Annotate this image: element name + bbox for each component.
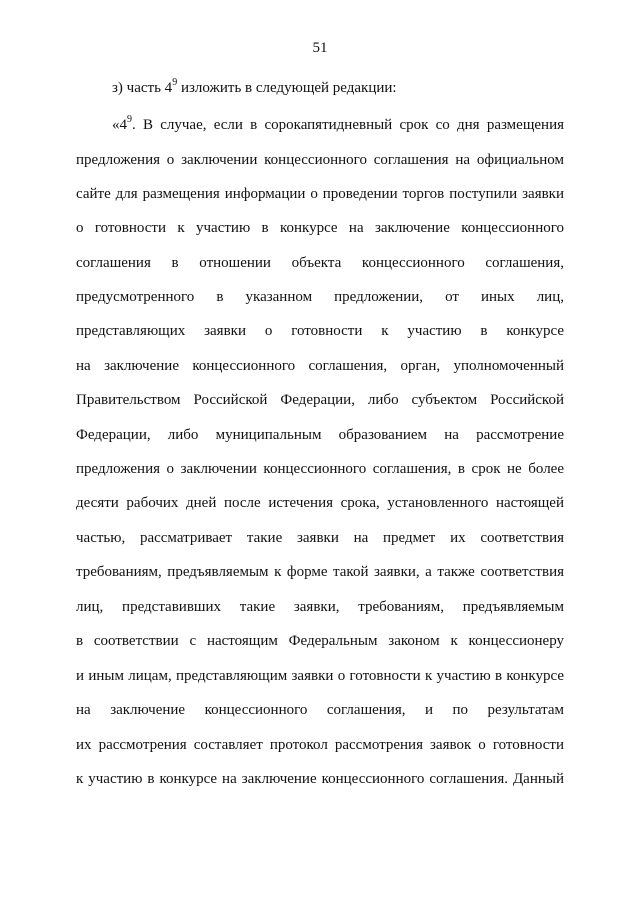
paragraph-line: сайте для размещения информации о проведении торгов поступили заявки	[76, 186, 564, 202]
paragraph-line: частью, рассматривает такие заявки на предмет их соответствия	[76, 530, 564, 546]
paragraph-line: предложения о заключении концессионного соглашения на официальном	[76, 152, 564, 168]
paragraph-line: Федерации, либо муниципальным образованием на рассмотрение	[76, 427, 564, 443]
paragraph-line: требованиям, предъявляемым к форме такой заявки, а также соответствия	[76, 564, 564, 580]
paragraph-line: Правительством Российской Федерации, либо субъектом Российской	[76, 392, 564, 408]
paragraph-first-line	[112, 115, 564, 135]
paragraph-line: предложения о заключении концессионного соглашения, в срок не более	[76, 461, 564, 477]
paragraph-line: десяти рабочих дней после истечения срока, установленного настоящей	[76, 495, 564, 511]
page-number: 51	[312, 40, 328, 56]
paragraph-line: в соответствии с настоящим Федеральным законом к концессионеру	[76, 633, 564, 649]
paragraph-line: на заключение концессионного соглашения, орган, уполномоченный	[76, 358, 564, 374]
para-superscript: 9	[127, 114, 132, 125]
paragraph-line: представляющих заявки о готовности к участию в конкурсе	[76, 323, 564, 339]
paragraph-line: о готовности к участию в конкурсе на заключение концессионного	[76, 220, 564, 236]
paragraph-line: на заключение концессионного соглашения, и по результатам	[76, 702, 564, 718]
amendment-intro	[112, 78, 564, 98]
intro-prefix: з) часть 4	[112, 80, 173, 96]
intro-suffix: изложить в следующей редакции:	[177, 80, 397, 96]
paragraph-line: их рассмотрения составляет протокол рассмотрения заявок о готовности	[76, 737, 564, 753]
intro-superscript: 9	[172, 77, 178, 88]
paragraph-line: и иным лицам, представляющим заявки о готовности к участию в конкурсе	[76, 668, 564, 684]
paragraph-line: предусмотренного в указанном предложении, от иных лиц,	[76, 289, 564, 305]
paragraph-line: к участию в конкурсе на заключение концессионного соглашения. Данный	[76, 771, 564, 787]
paragraph-line: соглашения в отношении объекта концессионного соглашения,	[76, 255, 564, 271]
paragraph-line: лиц, представивших такие заявки, требованиям, предъявляемым	[76, 599, 564, 615]
para-suffix: . В случае, если в сорокапятидневный срок со дня размещения	[132, 117, 564, 133]
para-prefix: «4	[112, 117, 127, 133]
